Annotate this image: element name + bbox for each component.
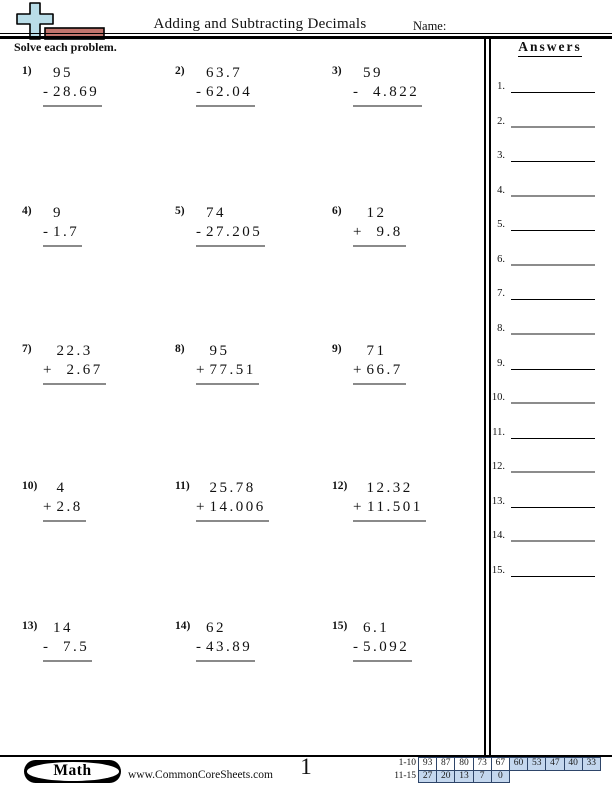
problem-item (175, 203, 332, 247)
score-cell: 73 (473, 757, 492, 771)
answer-number: 7. (497, 288, 505, 300)
answer-blank (511, 458, 595, 473)
answer-blank (511, 251, 595, 266)
answer-item (471, 563, 595, 577)
problem-row (22, 203, 482, 247)
operator-blank (196, 479, 209, 498)
problem-operands (43, 341, 106, 385)
answer-number: 5. (497, 219, 505, 231)
subject-badge-oval (27, 762, 119, 781)
problem-operands (196, 618, 255, 662)
problem-number: 5) (175, 205, 185, 217)
problem-operands (353, 618, 412, 662)
problem-operands (43, 203, 82, 247)
answer-item (471, 425, 595, 439)
bottom-operand-frac: .8 (66, 499, 83, 515)
top-operand-frac (386, 342, 402, 361)
bottom-operand-frac: .7 (386, 362, 403, 378)
operator: + (196, 362, 205, 378)
problem-item (175, 478, 332, 522)
score-row (390, 757, 601, 771)
top-operand-frac: .7 (226, 65, 243, 81)
score-cell: 47 (545, 757, 564, 771)
score-row-label: 1-10 (398, 758, 416, 768)
bottom-operand-frac: .205 (226, 224, 263, 240)
answer-number: 14. (491, 530, 505, 542)
top-operand-frac (386, 204, 402, 223)
top-operand-frac (73, 619, 89, 638)
answer-item (471, 79, 595, 93)
score-cell: 93 (418, 757, 437, 771)
score-cell: 7 (473, 770, 492, 784)
operator-blank (353, 342, 366, 361)
operator-blank (353, 479, 366, 498)
answer-number: 13. (491, 495, 505, 507)
operator-blank (196, 204, 206, 223)
bottom-operand-frac: .092 (373, 639, 410, 655)
bottom-operand-frac: .822 (383, 84, 420, 100)
operator-blank (353, 204, 366, 223)
answer-blank (511, 494, 595, 508)
problem-operands (353, 341, 406, 385)
website-url: www.CommonCoreSheets.com (128, 769, 273, 781)
answer-item (471, 217, 595, 231)
problem-number: 10) (22, 480, 38, 492)
operator: + (43, 499, 52, 515)
operator-blank (43, 342, 56, 361)
bottom-operand-int: 62 (206, 84, 226, 100)
top-operand-int: 4 (56, 480, 67, 496)
problem-operands (353, 478, 426, 522)
answer-item (471, 494, 595, 508)
problem-operands (43, 478, 86, 522)
answer-item (471, 528, 595, 542)
score-row-label: 11-15 (394, 770, 416, 781)
bottom-operand-int: 4 (373, 84, 383, 100)
top-operand-frac: .32 (386, 480, 413, 496)
problem-item (332, 203, 482, 247)
name-label: Name: (413, 19, 447, 33)
bottom-operand-int: 9 (376, 224, 387, 240)
answer-number: 11. (492, 426, 505, 438)
answer-number: 6. (497, 253, 505, 265)
top-operand-frac (226, 204, 262, 223)
top-operand-int: 59 (363, 65, 383, 81)
answer-blank (511, 182, 595, 197)
problem-number: 12) (332, 480, 348, 492)
answer-blank (511, 79, 595, 93)
answer-item (471, 114, 595, 128)
bottom-operand-int: 7 (63, 639, 73, 655)
answer-number: 9. (497, 357, 505, 369)
answer-number: 4. (497, 184, 505, 196)
answers-panel (471, 0, 612, 792)
operator: - (43, 639, 48, 655)
operator-blank (43, 619, 53, 638)
top-operand-int: 95 (209, 343, 230, 359)
top-operand-int: 6 (363, 620, 373, 636)
score-cell: 33 (582, 757, 601, 771)
answer-blank (511, 389, 595, 404)
problem-number: 15) (332, 620, 348, 632)
answer-blank (511, 286, 595, 300)
problem-number: 11) (175, 480, 190, 492)
bottom-operand-int: 14 (209, 499, 230, 515)
operator: + (353, 224, 362, 240)
problem-number: 7) (22, 343, 32, 355)
operator-blank (196, 619, 206, 638)
score-cell: 20 (436, 770, 455, 784)
top-operand-int: 14 (53, 620, 73, 636)
top-operand-int: 25 (209, 480, 230, 496)
problem-item (332, 618, 482, 662)
problem-number: 8) (175, 343, 185, 355)
answer-item (471, 286, 595, 300)
top-operand-int: 62 (206, 620, 226, 636)
page-number: 1 (300, 754, 312, 779)
bottom-operand-int: 28 (53, 84, 73, 100)
bottom-operand-frac: .51 (229, 362, 256, 378)
operator: - (43, 84, 48, 100)
score-cell: 13 (454, 770, 473, 784)
top-operand-frac: .1 (373, 620, 390, 636)
answer-blank (511, 148, 595, 162)
operator-blank (43, 204, 53, 223)
operator: - (43, 224, 48, 240)
subject-label: Math (53, 762, 92, 780)
top-operand-int: 95 (53, 65, 73, 81)
operator: - (196, 84, 201, 100)
top-operand-frac (226, 619, 252, 638)
problem-item (22, 203, 175, 247)
operator-blank (43, 479, 56, 498)
score-table (390, 757, 601, 783)
operator-blank (43, 64, 53, 83)
answer-number: 12. (491, 461, 505, 473)
problem-item (22, 341, 175, 385)
top-operand-frac (383, 64, 419, 83)
score-cell: 60 (509, 757, 528, 771)
answer-blank (511, 356, 595, 370)
bottom-operand-frac: .501 (386, 499, 423, 515)
problem-number: 2) (175, 65, 185, 77)
problem-item (175, 341, 332, 385)
problems-area (22, 62, 482, 752)
answer-blank (511, 217, 595, 231)
problem-operands (196, 63, 255, 107)
operator: + (43, 362, 52, 378)
bottom-operand-frac: .7 (63, 224, 80, 240)
problem-item (175, 63, 332, 107)
operator-blank (196, 342, 209, 361)
problem-item (22, 618, 175, 662)
answer-item (471, 390, 595, 404)
problem-operands (353, 63, 422, 107)
bottom-operand-int: 2 (56, 499, 67, 515)
page-title: Adding and Subtracting Decimals (153, 16, 367, 32)
top-operand-int: 74 (206, 205, 226, 221)
answer-item (471, 148, 595, 162)
operator-blank (196, 64, 206, 83)
problem-item (175, 618, 332, 662)
top-operand-frac (63, 204, 79, 223)
bottom-operand-int: 1 (53, 224, 63, 240)
answer-item (471, 321, 595, 335)
problem-row (22, 478, 482, 522)
bottom-operand-int: 43 (206, 639, 226, 655)
problem-item (332, 341, 482, 385)
answer-item (471, 356, 595, 370)
top-operand-frac (73, 64, 99, 83)
score-cell: 53 (527, 757, 546, 771)
answer-number: 1. (497, 81, 505, 92)
bottom-operand-frac: .006 (229, 499, 266, 515)
answer-item (471, 183, 595, 197)
problem-operands (196, 341, 259, 385)
problem-operands (43, 63, 102, 107)
top-operand-frac (229, 342, 255, 361)
operator-blank (353, 64, 363, 83)
bottom-operand-int: 2 (66, 362, 77, 378)
problem-item (22, 63, 175, 107)
bottom-operand-int: 27 (206, 224, 226, 240)
answer-number: 3. (497, 150, 505, 162)
answer-blank (511, 425, 595, 439)
score-cell: 80 (454, 757, 473, 771)
bottom-operand-frac: .89 (226, 639, 253, 655)
answer-blank (511, 320, 595, 335)
answer-item (471, 252, 595, 266)
problem-item (22, 478, 175, 522)
bottom-operand-int: 77 (209, 362, 230, 378)
bottom-operand-frac: .5 (73, 639, 90, 655)
top-operand-int: 71 (366, 343, 387, 359)
problem-item (332, 478, 482, 522)
problem-operands (196, 203, 265, 247)
problem-operands (196, 478, 269, 522)
bottom-operand-frac: .8 (386, 224, 403, 240)
operator: - (353, 639, 358, 655)
problem-operands (353, 203, 406, 247)
score-cell: 40 (564, 757, 583, 771)
score-cell: 27 (418, 770, 437, 784)
top-operand-int: 22 (56, 343, 77, 359)
top-operand-frac (66, 479, 82, 498)
problem-number: 3) (332, 65, 342, 77)
bottom-operand-frac: .67 (76, 362, 103, 378)
operator-blank (353, 619, 363, 638)
top-operand-frac: .3 (76, 343, 93, 359)
answer-blank (511, 563, 595, 577)
score-cell: 0 (491, 770, 510, 784)
problem-row (22, 341, 482, 385)
operator: - (196, 639, 201, 655)
operator: - (353, 84, 358, 100)
problem-number: 9) (332, 343, 342, 355)
bottom-operand-frac: .69 (73, 84, 100, 100)
operator: - (196, 224, 201, 240)
operator: + (353, 499, 362, 515)
problem-row (22, 63, 482, 107)
problem-number: 14) (175, 620, 191, 632)
problem-number: 4) (22, 205, 32, 217)
top-operand-int: 9 (53, 205, 63, 221)
answer-blank (511, 113, 595, 128)
answer-item (471, 459, 595, 473)
answer-number: 15. (491, 564, 505, 576)
top-operand-int: 63 (206, 65, 226, 81)
top-operand-int: 12 (366, 480, 387, 496)
score-cell: 67 (491, 757, 510, 771)
operator: + (353, 362, 362, 378)
operator: + (196, 499, 205, 515)
problem-item (332, 63, 482, 107)
top-operand-frac: .78 (229, 480, 256, 496)
bottom-operand-int: 5 (363, 639, 373, 655)
problem-number: 6) (332, 205, 342, 217)
problem-operands (43, 618, 92, 662)
problem-number: 13) (22, 620, 38, 632)
bottom-operand-int: 66 (366, 362, 387, 378)
bottom-operand-frac: .04 (226, 84, 253, 100)
instructions: Solve each problem. (14, 40, 117, 54)
answer-number: 10. (491, 392, 505, 404)
score-row (390, 770, 601, 784)
problem-row (22, 618, 482, 662)
subject-badge (24, 760, 121, 784)
answer-number: 2. (497, 115, 505, 127)
score-cell: 87 (436, 757, 455, 771)
answer-number: 8. (497, 322, 505, 334)
answer-blank (511, 527, 595, 542)
top-operand-int: 12 (366, 205, 387, 221)
answers-heading: Answers (490, 38, 610, 57)
problem-number: 1) (22, 65, 32, 77)
bottom-operand-int: 11 (367, 499, 387, 515)
